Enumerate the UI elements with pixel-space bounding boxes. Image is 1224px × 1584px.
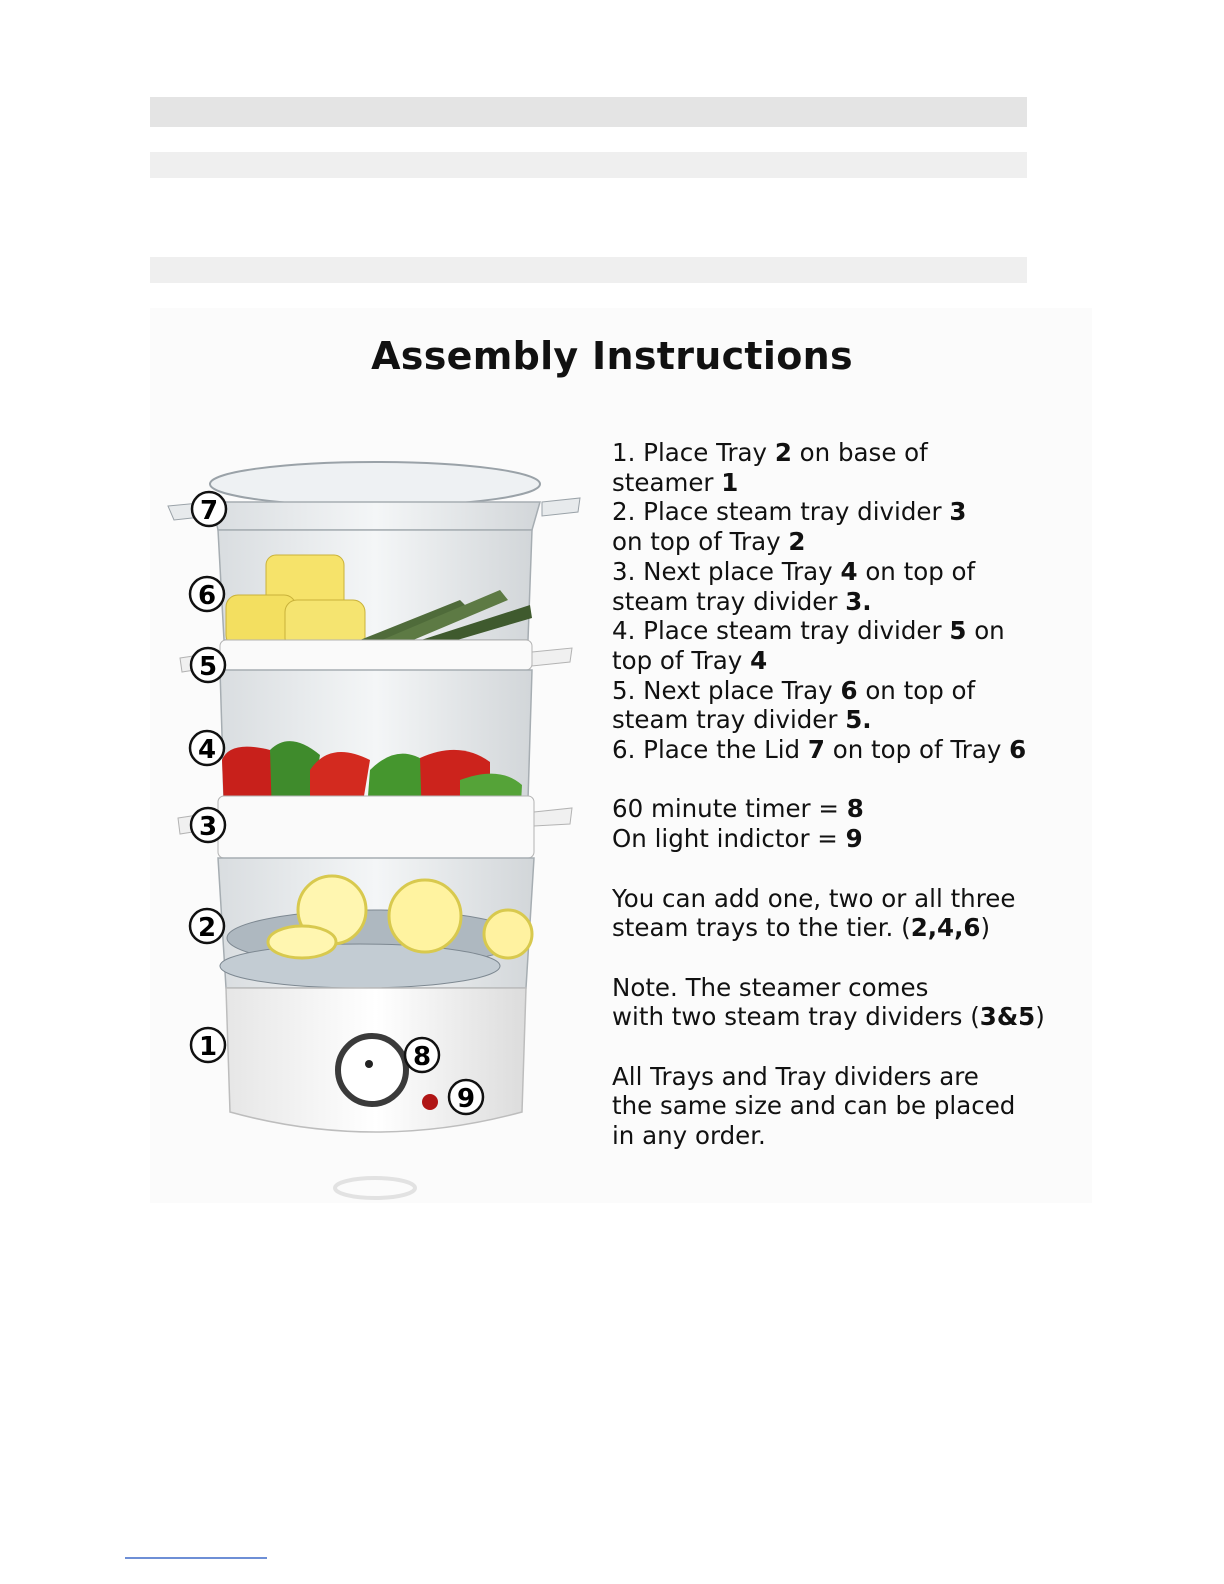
part-number: 6 bbox=[840, 675, 858, 705]
component-legend bbox=[612, 794, 1082, 853]
instruction-text: top of Tray bbox=[612, 645, 751, 675]
instruction-text: the same size and can be placed bbox=[612, 1091, 1016, 1121]
part-number: 2 bbox=[788, 527, 806, 557]
instruction-text: 4. Place steam tray divider bbox=[612, 616, 950, 646]
instruction-text: steam tray divider bbox=[612, 586, 846, 616]
page-title: Assembly Instructions bbox=[371, 334, 853, 378]
tiers-note bbox=[612, 884, 1082, 943]
instruction-text: 2. Place steam tray divider bbox=[612, 497, 950, 527]
part-number: 4 bbox=[840, 556, 858, 586]
callout-5 bbox=[191, 648, 225, 682]
steamer-illustration bbox=[160, 440, 600, 1203]
instruction-text: Note. The steamer comes bbox=[612, 972, 929, 1002]
section-bar bbox=[150, 257, 1027, 283]
callout-7 bbox=[192, 492, 226, 526]
divider-5 bbox=[180, 640, 572, 672]
legend-line bbox=[612, 824, 1082, 854]
part-number: 3. bbox=[845, 586, 872, 616]
steps-line bbox=[612, 438, 1082, 468]
instruction-text: ) bbox=[1035, 1002, 1045, 1032]
instruction-text: steam tray divider bbox=[612, 705, 846, 735]
instruction-text: with two steam tray dividers ( bbox=[612, 1002, 980, 1032]
svg-text:9: 9 bbox=[456, 1084, 476, 1114]
steps-line bbox=[612, 705, 1082, 735]
instruction-text: steamer bbox=[612, 467, 722, 497]
instruction-text: All Trays and Tray dividers are bbox=[612, 1061, 979, 1091]
callout-1 bbox=[191, 1028, 225, 1062]
part-number: 5 bbox=[949, 616, 967, 646]
part-number: 2,4,6 bbox=[910, 913, 981, 943]
callout-6 bbox=[190, 577, 224, 611]
part-number: 7 bbox=[807, 735, 825, 765]
footer-link-underline bbox=[125, 1557, 267, 1559]
instruction-text: steam trays to the tier. ( bbox=[612, 913, 911, 943]
callout-9 bbox=[449, 1080, 483, 1114]
steps-list bbox=[612, 438, 1082, 765]
part-number: 2 bbox=[774, 438, 792, 467]
part-number: 1 bbox=[721, 467, 739, 497]
instruction-text: 1. Place Tray bbox=[612, 438, 775, 467]
part-number: 3 bbox=[949, 497, 967, 527]
instruction-text: On light indictor = bbox=[612, 824, 846, 854]
part-number: 5. bbox=[845, 705, 872, 735]
instruction-text: You can add one, two or all three bbox=[612, 883, 1016, 913]
part-number: 3&5 bbox=[979, 1002, 1036, 1032]
svg-text:8: 8 bbox=[412, 1042, 432, 1072]
part-number: 6 bbox=[1009, 735, 1027, 765]
order-note-line bbox=[612, 1062, 1082, 1092]
instruction-text: ) bbox=[980, 913, 991, 943]
legend-line bbox=[612, 794, 1082, 824]
instruction-text: on bbox=[966, 616, 1005, 646]
instruction-text: on top of Tray bbox=[824, 735, 1010, 765]
header-bar bbox=[150, 97, 1027, 127]
order-note-line bbox=[612, 1121, 1082, 1151]
svg-text:6: 6 bbox=[197, 581, 217, 611]
tray-6 bbox=[218, 530, 532, 658]
part-number: 4 bbox=[750, 645, 768, 675]
spacer bbox=[612, 943, 1082, 973]
callout-8 bbox=[405, 1038, 439, 1072]
divider-3 bbox=[178, 796, 572, 858]
steps-line bbox=[612, 587, 1082, 617]
divider-note-line bbox=[612, 1002, 1082, 1032]
steps-line bbox=[612, 616, 1082, 646]
steps-line bbox=[612, 557, 1082, 587]
instruction-text: on top of bbox=[857, 556, 976, 586]
svg-text:1: 1 bbox=[198, 1032, 218, 1062]
steps-line bbox=[612, 527, 1082, 557]
steps-line bbox=[612, 676, 1082, 706]
dividers-note bbox=[612, 973, 1082, 1032]
instruction-text: 5. Next place Tray bbox=[612, 675, 841, 705]
spacer bbox=[612, 1032, 1082, 1062]
instruction-text: on top of Tray bbox=[612, 527, 789, 557]
svg-text:2: 2 bbox=[197, 913, 217, 943]
spacer bbox=[612, 854, 1082, 884]
svg-text:3: 3 bbox=[198, 812, 218, 842]
steps-line bbox=[612, 646, 1082, 676]
instruction-text: 3. Next place Tray bbox=[612, 556, 841, 586]
instruction-text: in any order. bbox=[612, 1121, 766, 1151]
subheader-bar bbox=[150, 152, 1027, 178]
svg-text:5: 5 bbox=[198, 652, 218, 682]
callout-3 bbox=[191, 808, 225, 842]
order-note-line bbox=[612, 1091, 1082, 1121]
tiers-note-line bbox=[612, 913, 1082, 943]
tray-2 bbox=[218, 858, 534, 988]
instructions-text bbox=[612, 438, 1082, 1151]
tiers-note-line bbox=[612, 884, 1082, 914]
svg-text:7: 7 bbox=[199, 496, 219, 526]
instruction-text: on base of bbox=[791, 438, 928, 467]
instruction-text: 6. Place the Lid bbox=[612, 735, 808, 765]
instruction-text: on top of bbox=[857, 675, 976, 705]
steps-line bbox=[612, 468, 1082, 498]
order-note bbox=[612, 1062, 1082, 1151]
callout-4 bbox=[190, 731, 224, 765]
part-number: 9 bbox=[845, 824, 863, 854]
part-number: 8 bbox=[846, 794, 864, 824]
lid bbox=[168, 462, 580, 530]
instruction-text: 60 minute timer = bbox=[612, 794, 847, 824]
steps-line bbox=[612, 735, 1082, 765]
spacer bbox=[612, 765, 1082, 795]
divider-note-line bbox=[612, 973, 1082, 1003]
callout-2 bbox=[190, 909, 224, 943]
svg-text:4: 4 bbox=[197, 735, 217, 765]
steps-line bbox=[612, 497, 1082, 527]
